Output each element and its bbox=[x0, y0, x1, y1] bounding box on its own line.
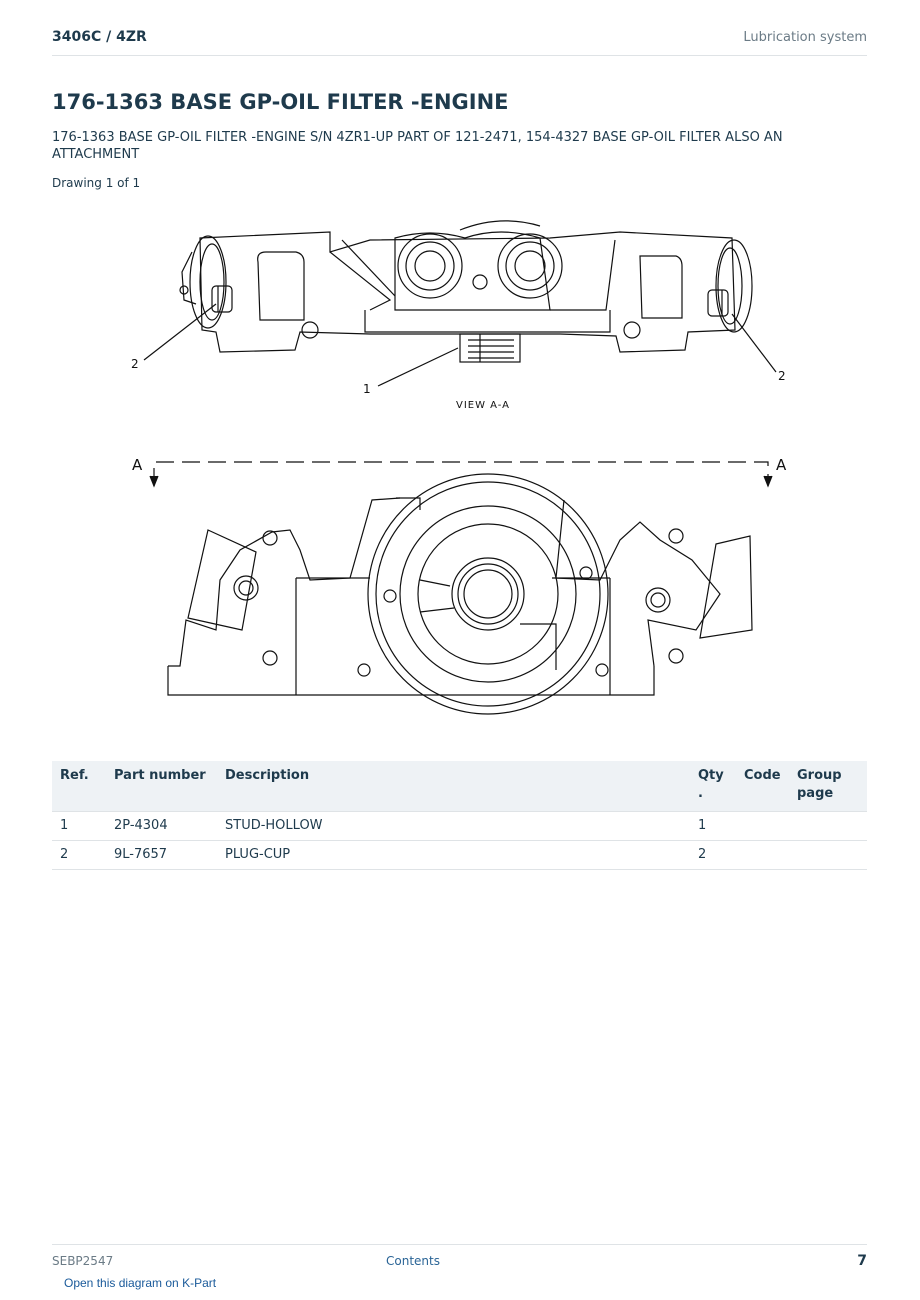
view-label: VIEW A-A bbox=[456, 400, 511, 411]
section-marker-right: A bbox=[776, 456, 787, 474]
leader-line bbox=[378, 348, 458, 386]
cell-part-number: 2P-4304 bbox=[106, 812, 217, 841]
column-header-description: Description bbox=[217, 761, 690, 812]
drawing-label: Drawing 1 of 1 bbox=[52, 176, 141, 190]
cell-description: STUD-HOLLOW bbox=[217, 812, 690, 841]
section-line bbox=[154, 462, 768, 486]
cell-group-page bbox=[789, 812, 867, 841]
parts-table bbox=[52, 761, 867, 870]
cell-code bbox=[736, 841, 789, 870]
section-marker-left: A bbox=[132, 456, 143, 474]
top-view-drawing bbox=[180, 221, 752, 362]
column-header-code: Code bbox=[736, 761, 789, 812]
cell-ref: 1 bbox=[52, 812, 106, 841]
section-arrow-left bbox=[150, 476, 158, 486]
page-number: 7 bbox=[857, 1253, 867, 1269]
cell-group-page bbox=[789, 841, 867, 870]
page-title: 176-1363 BASE GP-OIL FILTER -ENGINE bbox=[52, 90, 509, 114]
page-subtitle: 176-1363 BASE GP-OIL FILTER -ENGINE S/N 4ZR1-UP PART OF 121-2471, 154-4327 BASE GP-OIL FILTER ALSO AN ATTACHMENT bbox=[52, 130, 783, 162]
oil-filter-base-diagram bbox=[120, 200, 800, 730]
page-header bbox=[52, 28, 867, 56]
table-row bbox=[52, 812, 867, 841]
column-header-part-number: Part number bbox=[106, 761, 217, 812]
section-label: Lubrication system bbox=[743, 30, 867, 45]
page-footer bbox=[52, 1244, 867, 1275]
cell-part-number: 9L-7657 bbox=[106, 841, 217, 870]
kpart-link[interactable]: Open this diagram on K-Part bbox=[64, 1276, 217, 1290]
leader-line bbox=[732, 314, 776, 372]
column-header-ref: Ref. bbox=[52, 761, 106, 812]
table-header-row bbox=[52, 761, 867, 812]
section-arrow-right bbox=[764, 476, 772, 486]
document-code: SEBP2547 bbox=[52, 1254, 114, 1268]
table-row bbox=[52, 841, 867, 870]
contents-link[interactable]: Contents bbox=[386, 1254, 440, 1268]
front-view-drawing bbox=[168, 474, 752, 714]
callout-1: 1 bbox=[363, 382, 371, 396]
callout-2-left: 2 bbox=[131, 357, 139, 371]
cell-ref: 2 bbox=[52, 841, 106, 870]
cell-qty: 1 bbox=[690, 812, 736, 841]
leader-line bbox=[144, 304, 216, 360]
model-label: 3406C / 4ZR bbox=[52, 29, 147, 45]
column-header-qty: Qty . bbox=[690, 761, 736, 812]
cell-code bbox=[736, 812, 789, 841]
cell-description: PLUG-CUP bbox=[217, 841, 690, 870]
column-header-group-page: Group page bbox=[789, 761, 867, 812]
callout-2-right: 2 bbox=[778, 369, 786, 383]
cell-qty: 2 bbox=[690, 841, 736, 870]
